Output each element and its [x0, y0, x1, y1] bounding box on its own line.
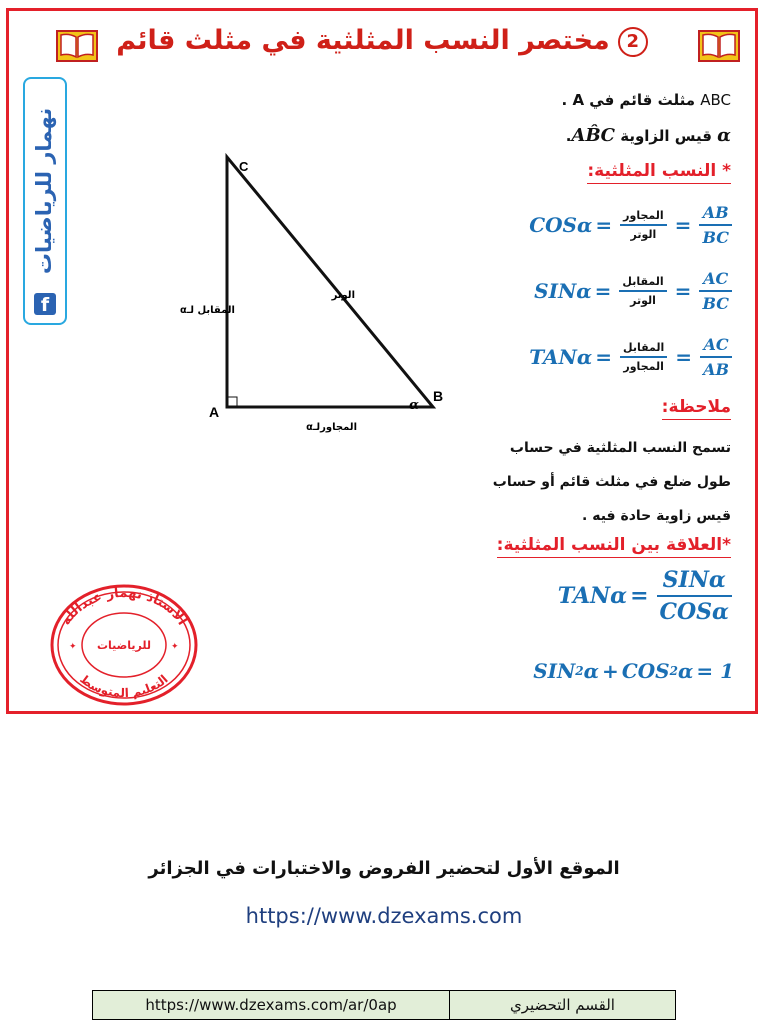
- svg-text:التعليم المتوسط: [77, 672, 170, 700]
- card-frame: [6, 8, 758, 714]
- stamp-top-text: الأستاذ نهمار عبدالله: [58, 585, 190, 629]
- sin-letter-fraction: $\frac{AC}{BC}$: [699, 269, 732, 313]
- footer-url-link[interactable]: https://www.dzexams.com: [245, 904, 523, 928]
- intro-math: ABC: [700, 91, 731, 109]
- footer-tagline: الموقع الأول لتحضير الفروض والاختبارات في الجزائر: [148, 858, 620, 879]
- cos-formula: COSα = $\frac{\text{المجاور}}{\text{الوتر}}$ = $\frac{AB}{BC}$: [529, 203, 737, 247]
- bottom-bar-url-link[interactable]: https://www.dzexams.com/ar/0ap: [93, 991, 450, 1019]
- adjacent-label: المجاورلـα: [306, 422, 357, 433]
- ratios-heading: * النسب المثلثية:: [587, 161, 731, 184]
- intro-end: .: [565, 127, 572, 145]
- side-badge-text: نهمار للرياضيات: [32, 107, 56, 275]
- vertex-a-label: A: [209, 404, 220, 420]
- angle-abc: AB̂C: [571, 125, 615, 146]
- svg-text:✦: ✦: [69, 642, 77, 652]
- vertex-c-label: C: [239, 159, 249, 174]
- note-text: [493, 431, 731, 533]
- tan-letter-fraction: $\frac{AC}{AB}$: [700, 335, 732, 379]
- sin-lhs: SINα: [534, 279, 592, 303]
- note-line: طول ضلع في مثلث قائم أو حساب: [492, 474, 731, 490]
- tan-relation-lhs: TANα: [557, 583, 628, 609]
- stamp-center-text: للرياضيات: [96, 639, 152, 652]
- tan-arabic-fraction: $\frac{\text{المقابل}}{\text{المجاور}}$: [620, 341, 667, 373]
- cos-arabic-fraction: $\frac{\text{المجاور}}{\text{الوتر}}$: [620, 209, 667, 241]
- intro-line-1: [562, 91, 731, 109]
- cos-lhs: COSα: [529, 213, 593, 237]
- facebook-icon[interactable]: f: [34, 293, 56, 315]
- teacher-stamp-icon: [49, 583, 199, 707]
- intro-text: مثلث قائم في A .: [561, 91, 695, 109]
- tan-relation-formula: TANα = $\frac{\text{SINα}}{\text{COSα}}$: [558, 567, 737, 625]
- stamp-bottom-text: التعليم المتوسط: [77, 671, 171, 701]
- angle-alpha-label: α: [409, 398, 420, 413]
- note-heading: ملاحظة:: [662, 397, 731, 420]
- intro-line-2: [566, 125, 731, 146]
- alpha-symbol: α: [717, 125, 731, 146]
- bottom-bar-section: القسم التحضيري: [450, 991, 675, 1019]
- svg-text:الأستاذ نهمار عبدالله: [59, 586, 190, 628]
- sin-formula: SINα = $\frac{\text{المقابل}}{\text{الوتر}}$ = $\frac{AC}{BC}$: [534, 269, 737, 313]
- svg-text:✦: ✦: [171, 642, 179, 652]
- page-title: [9, 25, 755, 57]
- tan-relation-fraction: $\frac{\text{SINα}}{\text{COSα}}$: [657, 567, 733, 625]
- title-number: 2: [618, 27, 648, 57]
- side-badge[interactable]: [23, 77, 67, 325]
- tan-lhs: TANα: [529, 345, 593, 369]
- note-line: تسمح النسب المثلثية في حساب: [509, 440, 731, 456]
- bottom-bar: [92, 990, 676, 1020]
- opposite-label: المقابل لـα: [179, 305, 235, 316]
- relations-heading: *العلاقة بين النسب المثلثية:: [497, 535, 731, 558]
- title-text: مختصر النسب المثلثية في مثلث قائم: [116, 25, 610, 56]
- pythagorean-identity: SIN 2 α + COS 2 α = 1: [533, 659, 734, 683]
- hypotenuse-label: الوتر: [331, 290, 355, 301]
- right-triangle-diagram: [159, 143, 459, 433]
- vertex-b-label: B: [433, 388, 444, 404]
- note-line: قيس زاوية حادة فيه .: [582, 508, 731, 524]
- cos-letter-fraction: $\frac{AB}{BC}$: [699, 203, 732, 247]
- intro-angle-text: قيس الزاوية: [620, 127, 712, 145]
- sin-arabic-fraction: $\frac{\text{المقابل}}{\text{الوتر}}$: [619, 275, 666, 307]
- tan-formula: TANα = $\frac{\text{المقابل}}{\text{المجاور}}$ = $\frac{AC}{AB}$: [529, 335, 737, 379]
